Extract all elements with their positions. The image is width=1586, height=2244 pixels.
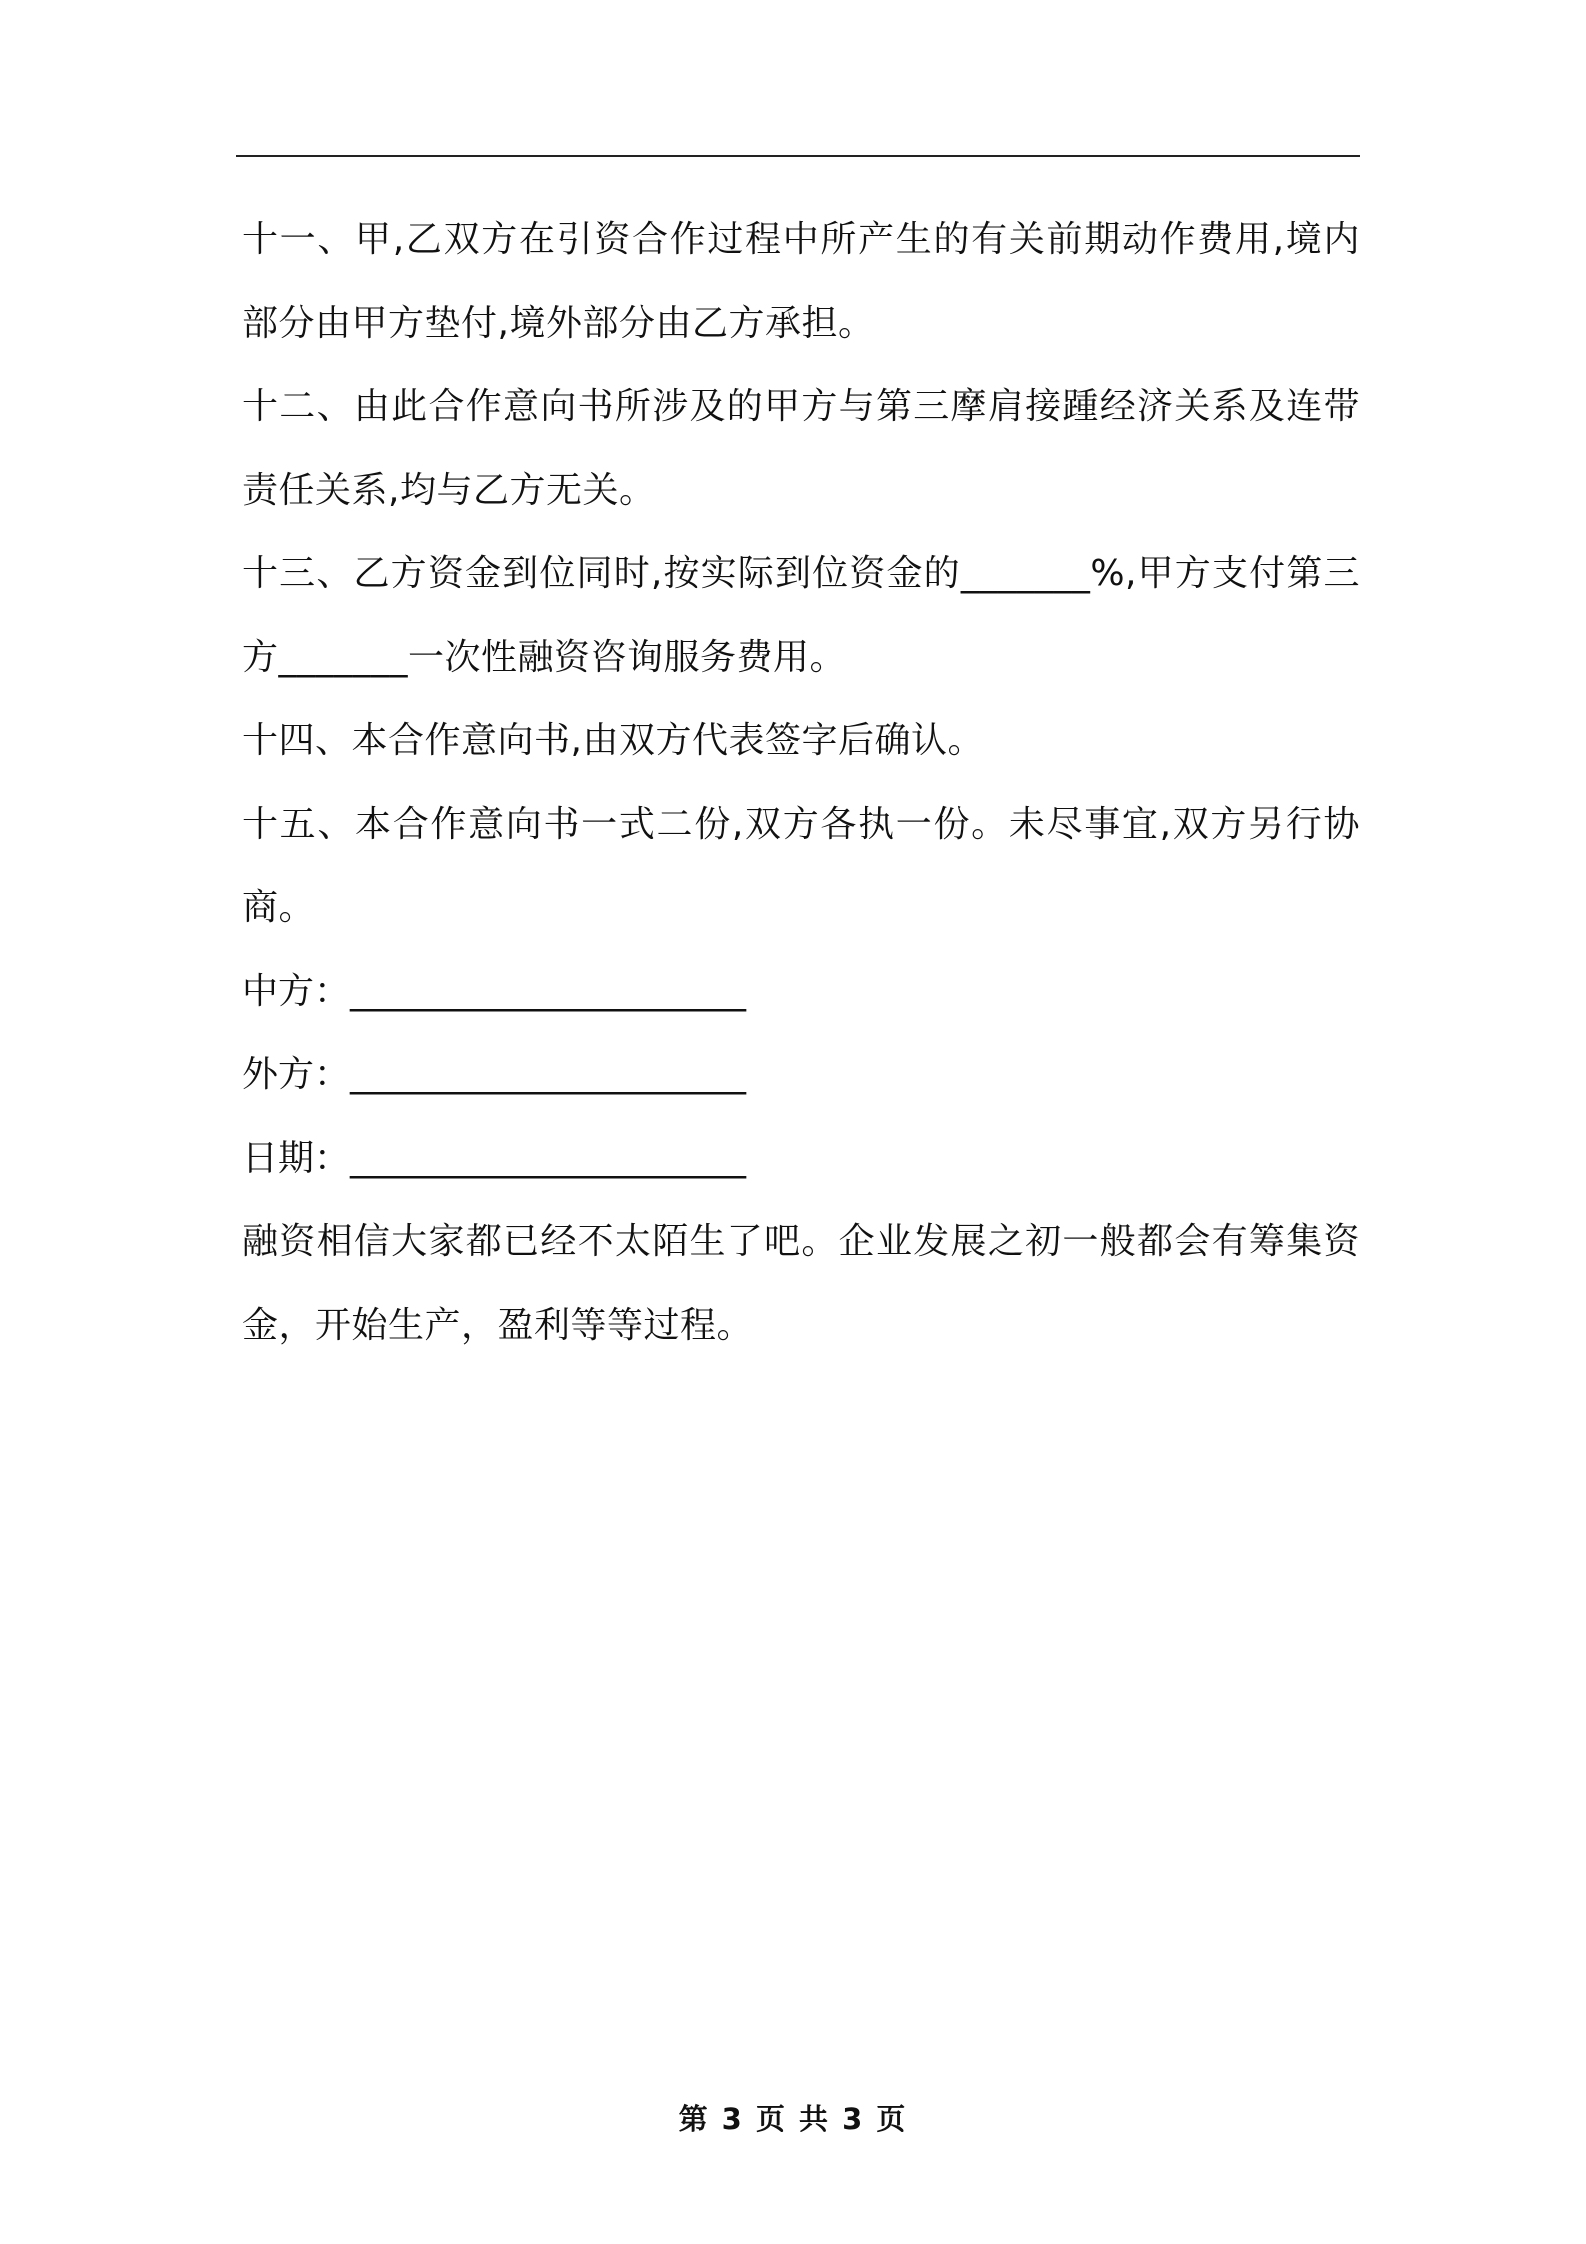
header-divider [236, 155, 1360, 157]
foreign-party-signature-line: 外方：______________________ [242, 1054, 747, 1095]
date-signature-line: 日期：______________________ [242, 1137, 747, 1179]
clause-12: 十二、由此合作意向书所涉及的甲方与第三摩肩接踵经济关系及连带责任关系,均与乙方无关。 [242, 386, 1360, 511]
clause-11: 十一、甲,乙双方在引资合作过程中所产生的有关前期动作费用,境内部分由甲方垫付,境外部分由乙方承担。 [242, 219, 1360, 344]
closing-paragraph: 融资相信大家都已经不太陌生了吧。企业发展之初一般都会有筹集资金，开始生产，盈利等等过程。 [242, 1221, 1360, 1346]
page-number-footer: 第 3 页 共 3 页 [678, 2102, 908, 2136]
clause-13: 十三、乙方资金到位同时,按实际到位资金的_______%,甲方支付第三方_______一次性融资咨询服务费用。 [242, 553, 1360, 678]
clause-15: 十五、本合作意向书一式二份,双方各执一份。未尽事宜,双方另行协商。 [242, 803, 1360, 928]
chinese-party-signature-line: 中方：______________________ [242, 970, 747, 1012]
document-body [242, 198, 1360, 1367]
clause-14: 十四、本合作意向书,由双方代表签字后确认。 [242, 720, 984, 761]
